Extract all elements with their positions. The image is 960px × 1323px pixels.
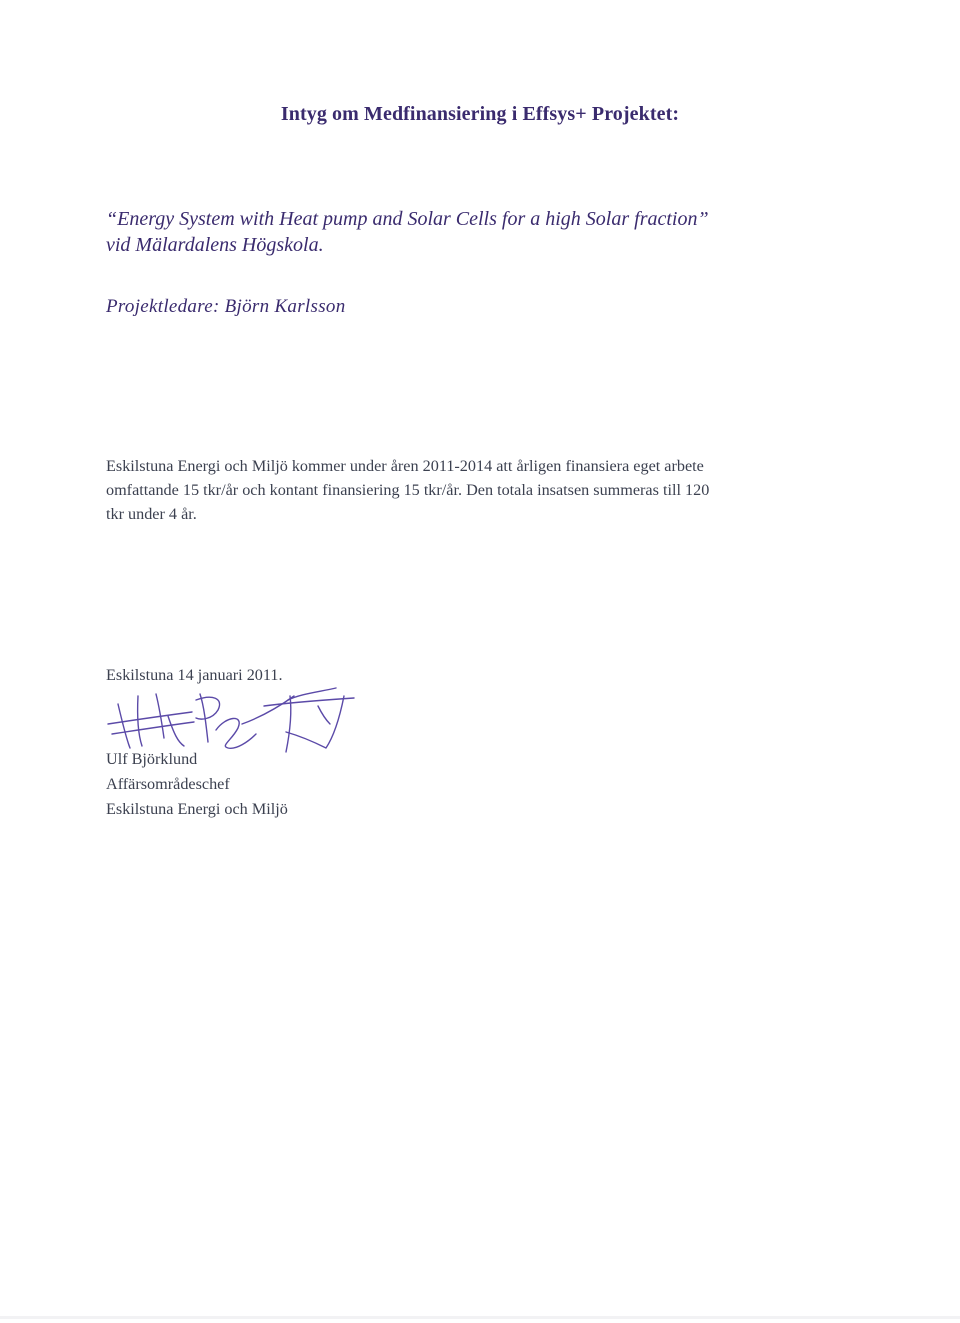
body-line-1: Eskilstuna Energi och Miljö kommer under åren 2011-2014 att årligen finansiera eget arbete (106, 457, 704, 475)
body-paragraph (106, 454, 826, 526)
signer-name: Ulf Björklund (106, 750, 198, 768)
place-date: Eskilstuna 14 januari 2011. (106, 666, 283, 684)
signer-block (106, 747, 288, 822)
project-name-line-2: vid Mälardalens Högskola. (106, 234, 324, 256)
body-line-2: omfattande 15 tkr/år och kontant finansiering 15 tkr/år. Den totala insatsen summeras till 120 (106, 481, 710, 499)
body-line-3: tkr under 4 år. (106, 505, 197, 523)
project-name-line-1: “Energy System with Heat pump and Solar Cells for a high Solar fraction” (106, 208, 709, 230)
project-leader: Projektledare: Björn Karlsson (106, 296, 346, 317)
signer-organization: Eskilstuna Energi och Miljö (106, 800, 288, 818)
document-title: Intyg om Medfinansiering i Effsys+ Projektet: (280, 103, 680, 125)
signer-title: Affärsområdeschef (106, 775, 230, 793)
project-name (106, 206, 866, 258)
scan-edge-line (0, 1316, 960, 1319)
